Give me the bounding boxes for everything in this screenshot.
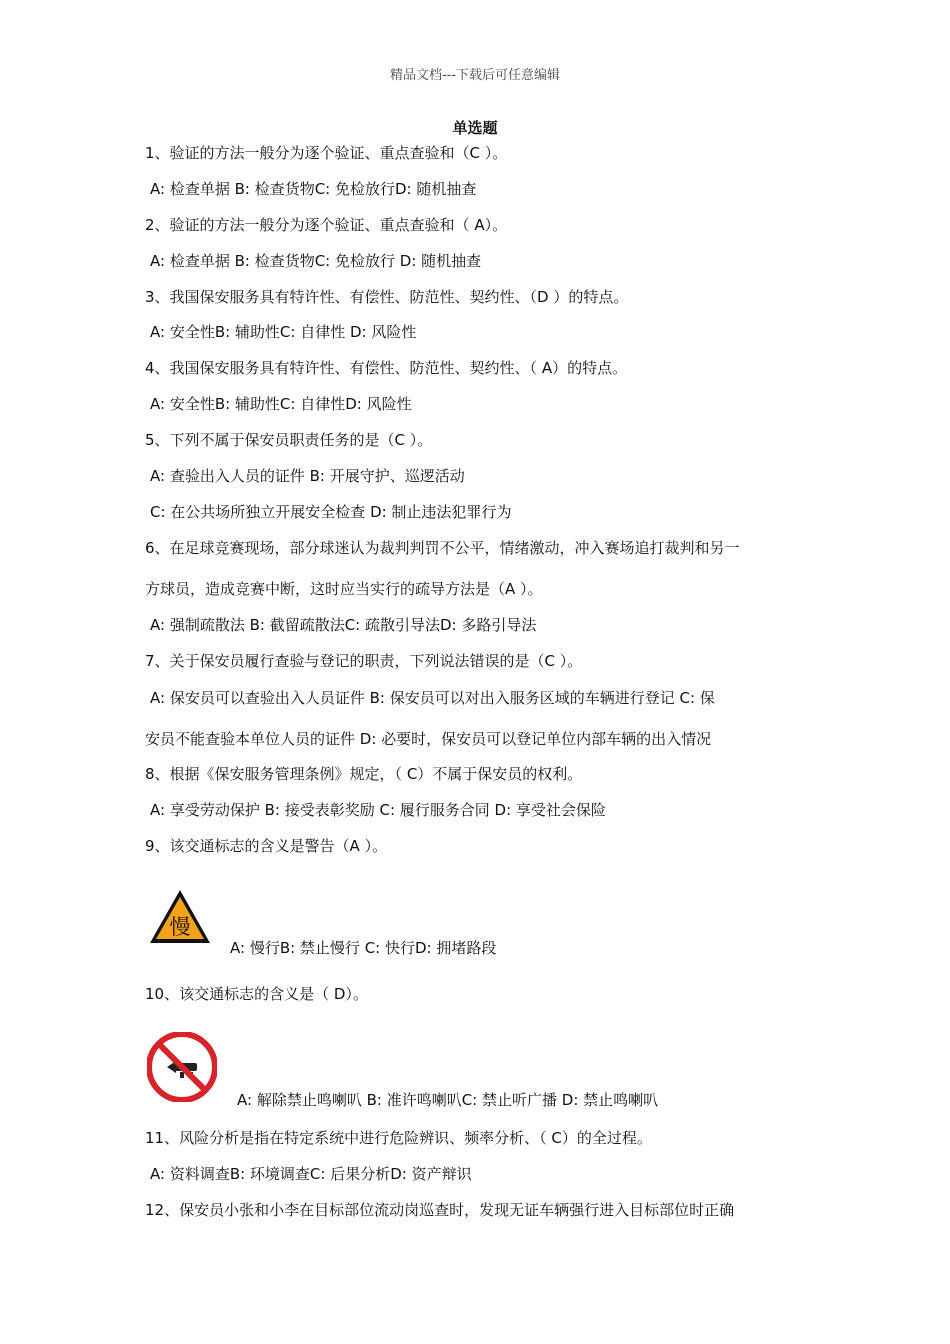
options-9: A: 慢行B: 禁止慢行 C: 快行D: 拥堵路段 bbox=[230, 939, 497, 957]
question-2: 2、验证的方法一般分为逐个验证、重点查验和（ A）。 bbox=[145, 216, 508, 234]
options-4: A: 安全性B: 辅助性C: 自律性D: 风险性 bbox=[150, 395, 412, 413]
question-1: 1、验证的方法一般分为逐个验证、重点查验和（C ）。 bbox=[145, 144, 508, 162]
page-title: 单选题 bbox=[452, 119, 498, 137]
question-6: 6、在足球竞赛现场，部分球迷认为裁判判罚不公平，情绪激动，冲入赛场追打裁判和另一 bbox=[145, 539, 740, 557]
options-5a: A: 查验出入人员的证件 B: 开展守护、巡逻活动 bbox=[150, 467, 465, 485]
page-header: 精品文档---下载后可任意编辑 bbox=[389, 68, 561, 83]
slow-sign-char: 慢 bbox=[169, 915, 191, 939]
options-2: A: 检查单据 B: 检查货物C: 免检放行 D: 随机抽查 bbox=[150, 252, 482, 270]
options-3: A: 安全性B: 辅助性C: 自律性 D: 风险性 bbox=[150, 323, 417, 341]
question-5: 5、下列不属于保安员职责任务的是（C ）。 bbox=[145, 431, 433, 449]
options-7b: 安员不能查验本单位人员的证件 D: 必要时，保安员可以登记单位内部车辆的出入情况 bbox=[145, 730, 712, 748]
options-1: A: 检查单据 B: 检查货物C: 免检放行D: 随机抽查 bbox=[150, 180, 477, 198]
options-8: A: 享受劳动保护 B: 接受表彰奖励 C: 履行服务合同 D: 享受社会保险 bbox=[150, 801, 606, 819]
question-10: 10、该交通标志的含义是（ D）。 bbox=[145, 985, 368, 1003]
question-11: 11、风险分析是指在特定系统中进行危险辨识、频率分析、（ C）的全过程。 bbox=[145, 1129, 652, 1147]
question-7: 7、关于保安员履行查验与登记的职责，下列说法错误的是（C ）。 bbox=[145, 652, 583, 670]
question-6-cont: 方球员，造成竞赛中断，这时应当实行的疏导方法是（A ）。 bbox=[145, 580, 543, 598]
no-honking-sign-icon bbox=[147, 1032, 217, 1102]
question-3: 3、我国保安服务具有特许性、有偿性、防范性、契约性、（D ）的特点。 bbox=[145, 288, 629, 306]
question-8: 8、根据《保安服务管理条例》规定，（ C）不属于保安员的权利。 bbox=[145, 765, 583, 783]
options-10: A: 解除禁止鸣喇叭 B: 准许鸣喇叭C: 禁止听广播 D: 禁止鸣喇叭 bbox=[237, 1091, 659, 1109]
options-7a: A: 保安员可以查验出入人员证件 B: 保安员可以对出入服务区域的车辆进行登记 C: 保 bbox=[150, 689, 715, 707]
options-5b: C: 在公共场所独立开展安全检查 D: 制止违法犯罪行为 bbox=[150, 503, 512, 521]
options-6: A: 强制疏散法 B: 截留疏散法C: 疏散引导法D: 多路引导法 bbox=[150, 616, 537, 634]
question-9: 9、该交通标志的含义是警告（A ）。 bbox=[145, 837, 388, 855]
options-11: A: 资料调查B: 环境调查C: 后果分析D: 资产辩识 bbox=[150, 1165, 472, 1183]
slow-warning-sign-icon bbox=[148, 888, 212, 946]
question-12: 12、保安员小张和小李在目标部位流动岗巡查时，发现无证车辆强行进入目标部位时正确 bbox=[145, 1201, 735, 1219]
question-4: 4、我国保安服务具有特许性、有偿性、防范性、契约性、（ A）的特点。 bbox=[145, 359, 628, 377]
